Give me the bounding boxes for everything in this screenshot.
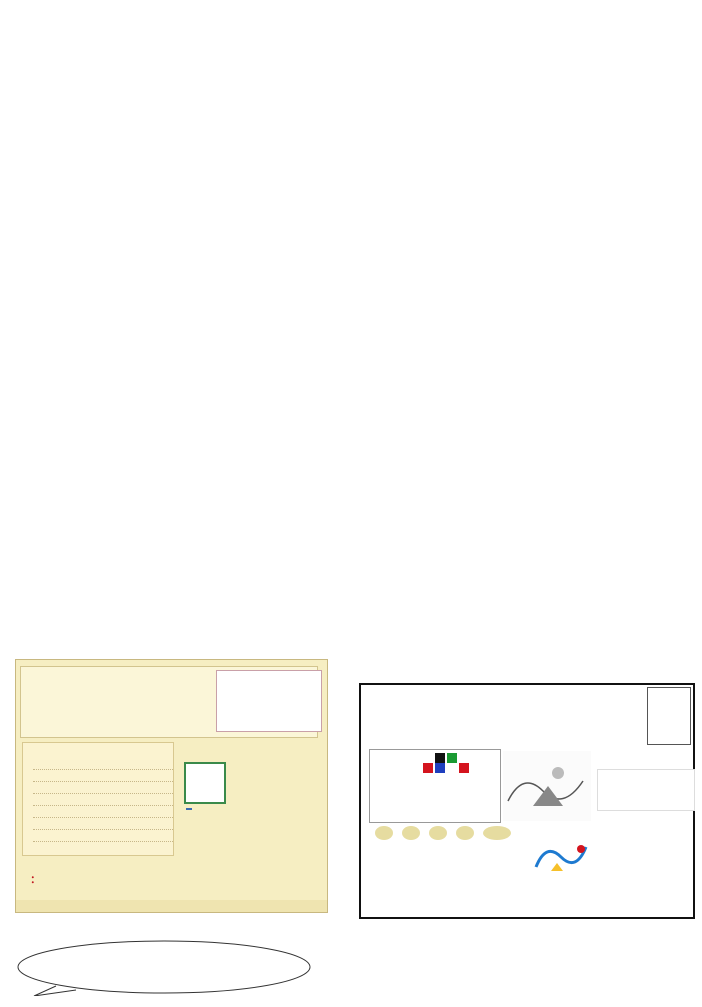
wuxing-box — [597, 769, 695, 811]
line — [10, 212, 690, 237]
line — [10, 482, 690, 507]
tag — [375, 826, 393, 840]
row-divider — [33, 805, 173, 807]
line — [10, 335, 690, 360]
line — [10, 138, 690, 163]
tag — [456, 826, 474, 840]
block — [435, 753, 445, 763]
line — [10, 408, 690, 433]
row-divider — [33, 817, 173, 819]
tag — [429, 826, 447, 840]
ink-painting-image — [503, 751, 591, 821]
block — [423, 763, 433, 773]
zhuamawang-card — [359, 683, 695, 919]
line — [10, 162, 690, 187]
leifeng-card — [15, 659, 328, 913]
row-divider — [33, 793, 173, 795]
tianji-box — [22, 742, 174, 856]
row-divider — [33, 829, 173, 831]
tag-row — [375, 825, 515, 844]
block — [459, 763, 469, 773]
card-image-frame — [647, 687, 691, 745]
tag — [483, 826, 511, 840]
zhu-fang-numbers: ： — [30, 872, 43, 886]
block — [435, 763, 445, 773]
zhuma-tag — [186, 808, 192, 810]
line — [10, 285, 690, 310]
dragon-icon — [531, 837, 591, 881]
line — [10, 433, 690, 458]
line — [10, 310, 690, 335]
row-divider — [33, 841, 173, 843]
li-char — [184, 762, 226, 804]
line — [10, 384, 690, 409]
line — [10, 89, 690, 114]
block — [447, 753, 457, 763]
tag — [402, 826, 420, 840]
line — [10, 236, 690, 261]
line — [10, 531, 690, 556]
line — [10, 64, 690, 89]
line — [10, 187, 690, 212]
row-divider — [33, 769, 173, 771]
line — [10, 261, 690, 286]
speech-bubble — [16, 938, 312, 996]
line — [10, 556, 690, 581]
line — [10, 458, 690, 483]
line — [10, 113, 690, 138]
card-image-frame — [216, 670, 322, 732]
line — [10, 359, 690, 384]
row-divider — [33, 781, 173, 783]
forecast-lines — [10, 64, 690, 580]
line — [10, 507, 690, 532]
card-footer-strip — [16, 900, 327, 912]
